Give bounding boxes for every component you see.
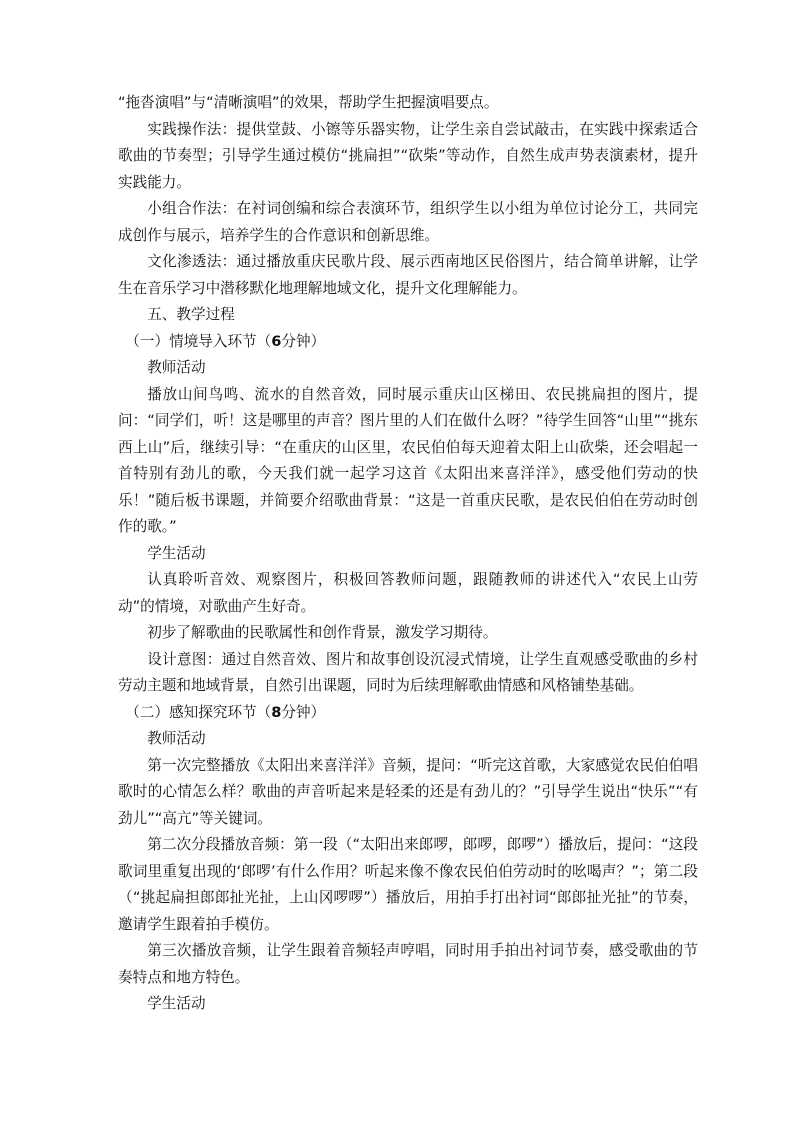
paragraph-third-listen: 第三次播放音频，让学生跟着音频轻声哼唱，同时用手拍出衬词节奏，感受歌曲的节奏特点和地方特色。	[118, 942, 698, 986]
paragraph-design-intent: 设计意图：通过自然音效、图片和故事创设沉浸式情境，让学生直观感受歌曲的乡村劳动主题和地域背景，自然引出课题，同时为后续理解歌曲情感和风格铺垫基础。	[118, 650, 698, 694]
document-body	[118, 90, 698, 1018]
subheading-prefix: （一）情境导入环节（	[125, 332, 272, 350]
paragraph-first-listen: 第一次完整播放《太阳出来喜洋洋》音频，提问：“听完这首歌，大家感觉农民伯伯唱歌时的心情怎么样？歌曲的声音听起来是轻柔的还是有劲儿的？”引导学生说出“快乐”“有劲儿”“高亢”等关键词。	[118, 756, 698, 827]
section-heading-teaching-process: 五、教学过程	[147, 306, 235, 323]
label-student-activity: 学生活动	[147, 544, 206, 562]
paragraph-second-listen: 第二次分段播放音频：第一段（“太阳出来郎啰，郎啰，郎啰”）播放后，提问：“这段歌词里重复出现的‘郎啰’有什么作用？听起来像不像农民伯伯劳动时的吆喝声？”；第二段（“挑起扁担郎郎扯光扯，上山冈啰啰”）播放后，用拍手打出衬词“郎郎扯光扯”的节奏，邀请学生跟着拍手模仿。	[118, 836, 698, 933]
subheading-minutes: 6	[271, 332, 282, 350]
paragraph-practice-method: 实践操作法：提供堂鼓、小镲等乐器实物，让学生亲自尝试敲击，在实践中探索适合歌曲的节奏型；引导学生通过模仿“挑扁担”“砍柴”等动作，自然生成声势表演素材，提升实践能力。	[118, 120, 698, 191]
paragraph-group-method: 小组合作法：在衬词创编和综合表演环节，组织学生以小组为单位讨论分工，共同完成创作与展示，培养学生的合作意识和创新思维。	[118, 200, 698, 244]
subheading-suffix: 分钟）	[281, 703, 326, 721]
subheading-suffix: 分钟）	[281, 332, 326, 350]
subsection-heading-perception	[118, 700, 698, 727]
paragraph-intro-student-2: 初步了解歌曲的民歌属性和创作背景，激发学习期待。	[147, 624, 498, 641]
subheading-prefix: （二）感知探究环节（	[125, 703, 272, 721]
subheading-minutes: 8	[271, 703, 282, 721]
label-student-activity: 学生活动	[147, 995, 206, 1012]
paragraph-intro-teacher: 播放山间鸟鸣、流水的自然音效，同时展示重庆山区梯田、农民挑扁担的图片，提问：“同学们，听！这是哪里的声音？图片里的人们在做什么呀？”待学生回答“山里”“挑东西上山”后，继续引导：“在重庆的山区里，农民伯伯每天迎着太阳上山砍柴，还会唱起一首特别有劲儿的歌，今天我们就一起学习这首《太阳出来喜洋洋》，感受他们劳动的快乐！”随后板书课题，并简要介绍歌曲背景：“这是一首重庆民歌，是农民伯伯在劳动时创作的歌。”	[118, 385, 698, 535]
paragraph-continuation: “拖沓演唱”与“清晰演唱”的效果，帮助学生把握演唱要点。	[118, 94, 499, 111]
paragraph-intro-student-1: 认真聆听音效、观察图片，积极回答教师问题，跟随教师的讲述代入“农民上山劳动”的情境，对歌曲产生好奇。	[118, 571, 698, 615]
paragraph-culture-method: 文化渗透法：通过播放重庆民歌片段、展示西南地区民俗图片，结合简单讲解，让学生在音乐学习中潜移默化地理解地域文化，提升文化理解能力。	[118, 253, 698, 297]
subsection-heading-intro	[118, 329, 698, 356]
label-teacher-activity: 教师活动	[147, 730, 206, 747]
label-teacher-activity: 教师活动	[147, 359, 206, 376]
